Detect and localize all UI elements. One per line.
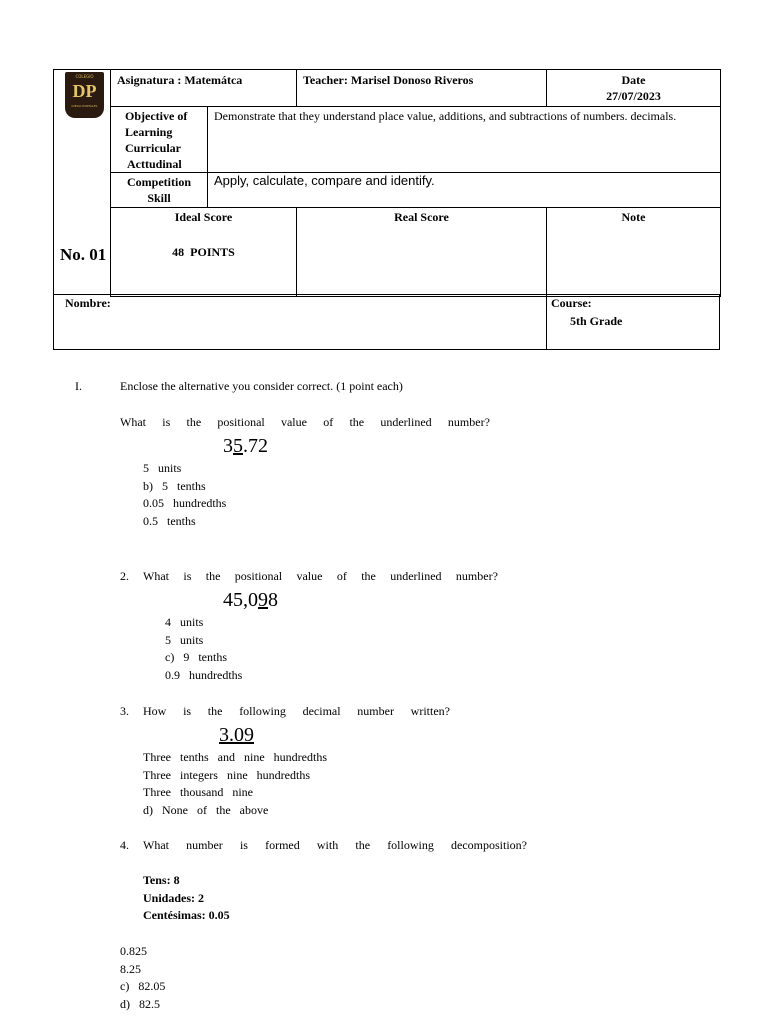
question-4-options[interactable] [120, 943, 165, 1013]
decomposition-line: Centésimas: 0.05 [143, 908, 230, 923]
header-table [53, 69, 721, 297]
date-cell [547, 70, 721, 107]
school-logo: COLEGIO DP DIEGO PORTALES [65, 72, 104, 118]
note-label: Note [621, 210, 646, 224]
option[interactable]: Three integers nine hundredths [143, 767, 310, 782]
question-2-number: 45,098 [223, 589, 278, 611]
objective-label-line: Objective of [125, 109, 188, 123]
option[interactable]: 5 units [143, 461, 182, 475]
option[interactable]: c) 82.05 [120, 979, 166, 994]
question-3-num: 3. [120, 704, 129, 718]
option[interactable]: Three tenths and nine hundredths [143, 750, 327, 764]
section-instruction: Enclose the alternative you consider correct. (1 point each) [120, 379, 403, 393]
section-numeral: I. [75, 379, 82, 393]
question-4-decomposition [143, 872, 230, 925]
option[interactable]: Three thousand nine [143, 785, 253, 800]
competition-text: Apply, calculate, compare and identify. [208, 173, 721, 208]
question-3-options[interactable] [143, 749, 327, 819]
competition-label-cell [111, 173, 208, 208]
question-2-num: 2. [120, 569, 129, 583]
real-score-label: Real Score [394, 210, 449, 224]
course-value: 5th Grade [570, 314, 623, 328]
option[interactable]: c) 9 tenths [165, 650, 227, 665]
note-cell [547, 208, 721, 297]
name-course-divider [546, 294, 547, 350]
decomposition-line: Unidades: 2 [143, 890, 205, 905]
option[interactable]: 0.05 hundredths [143, 496, 227, 511]
option[interactable]: 4 units [165, 615, 204, 629]
question-3-prompt: How is the following decimal number written? [143, 704, 450, 718]
subject-cell: Asignatura : Matemátca [111, 70, 297, 107]
ideal-score-label: Ideal Score [174, 210, 233, 224]
option[interactable]: 0.825 [120, 944, 147, 958]
question-1-number: 35.72 [223, 435, 268, 457]
objective-label-line: Learning [125, 125, 173, 139]
objective-text: Demonstrate that they understand place value, additions, and subtractions of numbers. decimals. [208, 107, 721, 173]
option[interactable]: 8.25 [120, 961, 141, 976]
option[interactable]: d) None of the above [143, 802, 269, 817]
question-1-options[interactable] [143, 460, 226, 530]
objective-label-line: Curricular [125, 141, 181, 155]
option[interactable]: d) 82.5 [120, 996, 160, 1011]
option[interactable]: 0.9 hundredths [165, 667, 243, 682]
question-4-prompt: What number is formed with the following decomposition? [143, 838, 527, 852]
objective-label-line: Acttudinal [127, 157, 182, 171]
real-score-cell [297, 208, 547, 297]
ideal-score-value: 48 POINTS [172, 245, 235, 259]
date-label: Date [621, 73, 646, 87]
question-3-number: 3.09 [219, 724, 254, 746]
decomposition-line: Tens: 8 [143, 873, 180, 887]
option[interactable]: 5 units [165, 632, 204, 647]
document-number: No. 01 [60, 245, 107, 264]
option[interactable]: 0.5 tenths [143, 513, 196, 528]
competition-label-line: Skill [147, 191, 171, 205]
name-label: Nombre: [65, 296, 111, 310]
competition-label-line: Competition [127, 175, 191, 189]
ideal-score-cell [111, 208, 297, 297]
teacher-cell: Teacher: Marisel Donoso Riveros [297, 70, 547, 107]
question-4-num: 4. [120, 838, 129, 852]
question-1-prompt: What is the positional value of the underlined number? [120, 415, 490, 429]
objective-label-cell [111, 107, 208, 173]
course-label: Course: [551, 296, 592, 310]
date-value: 27/07/2023 [606, 89, 661, 103]
option[interactable]: b) 5 tenths [143, 478, 206, 493]
question-2-prompt: What is the positional value of the underlined number? [143, 569, 498, 583]
question-2-options[interactable] [165, 614, 242, 684]
